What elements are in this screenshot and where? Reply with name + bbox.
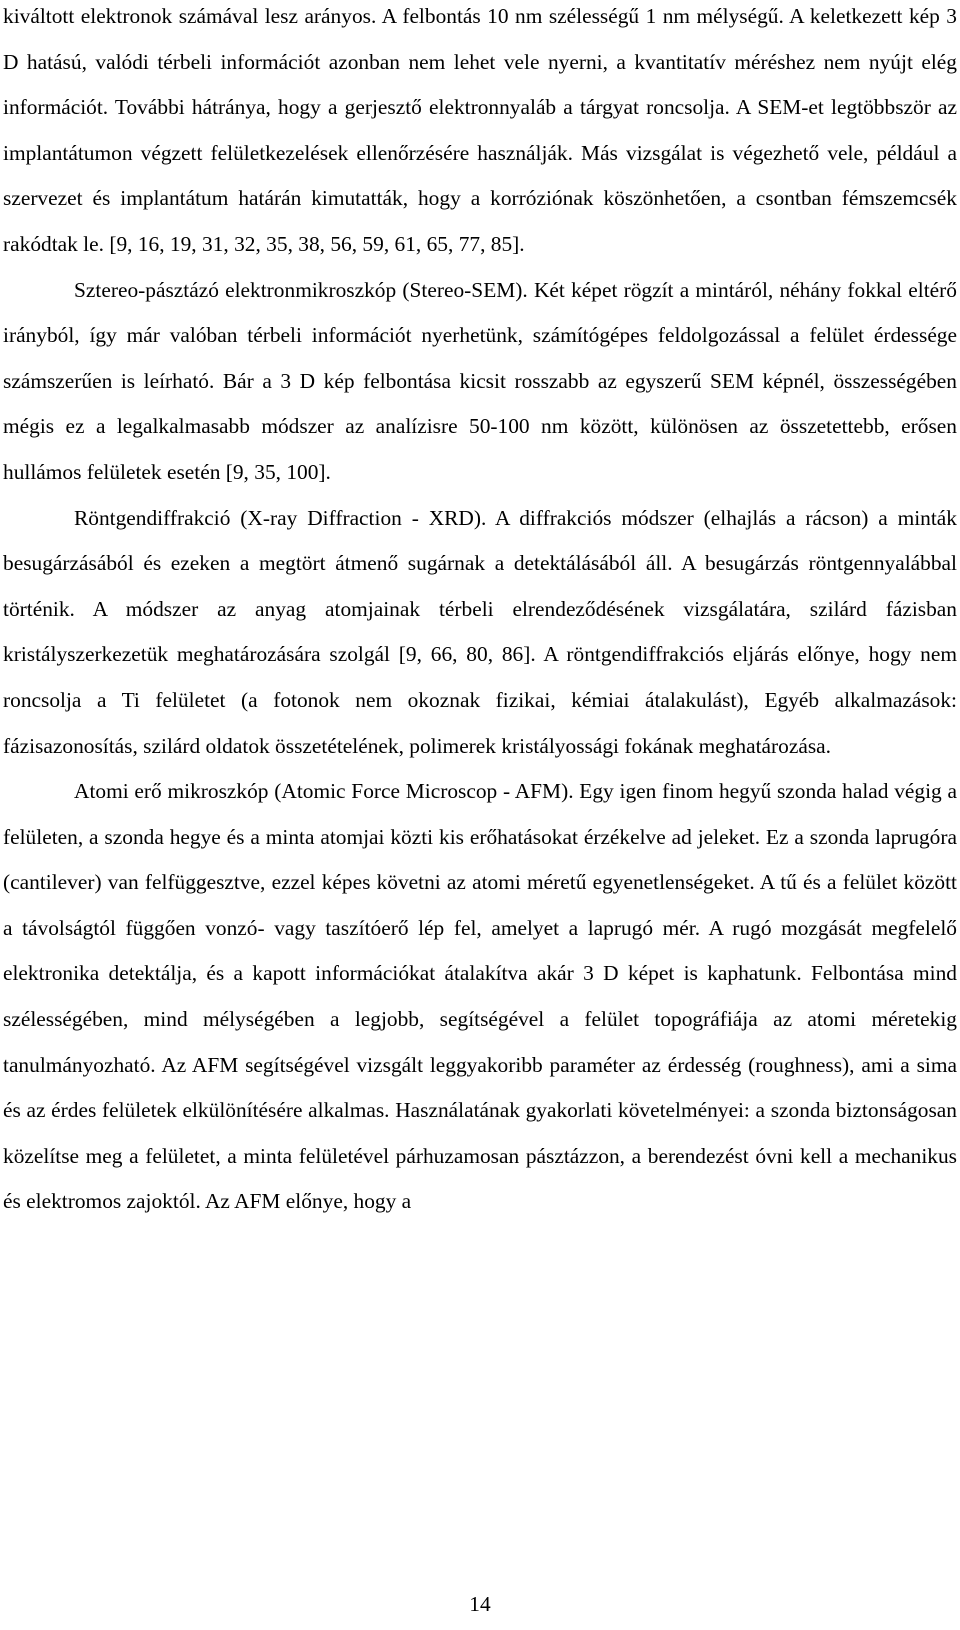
paragraph-xrd: Röntgendiffrakció (X-ray Diffraction - XRD). A diffrakciós módszer (elhajlás a rácson) a minták besugárzásából és ezeken a megtört átmenő sugárnak a detektálásából áll. A besugárzás röntgennyalábbal történik. A módszer az anyag atomjainak térbeli elrendeződésének vizsgálatára, szilárd fázisban kristályszerkezetük meghatározására szolgál [9, 66, 80, 86]. A röntgendiffrakciós eljárás előnye, hogy nem roncsolja a Ti felületet (a fotonok nem okoznak fizikai, kémiai átalakulást), Egyéb alkalmazások: fázisazonosítás, szilárd oldatok összetételének, polimerek kristályossági fokának meghatározása.	[3, 505, 957, 758]
page-number: 14	[469, 1592, 491, 1616]
paragraph-afm: Atomi erő mikroszkóp (Atomic Force Microscop - AFM). Egy igen finom hegyű szonda halad végig a felületen, a szonda hegye és a minta atomjai közti kis erőhatásokat érzékelve ad jeleket. Ez a szonda laprugóra (cantilever) van felfüggesztve, ezzel képes követni az atomi méretű egyenetlenségeket. A tű és a felület között a távolságtól függően vonzó- vagy taszítóerő lép fel, amelyet a laprugó mér. A rugó mozgását megfelelő elektronika detektálja, és a kapott információkat átalakítva akár 3 D képet is kaphatunk. Felbontása mind szélességében, mind mélységében a legjobb, segítségével a felület topográfiája az atomi méretekig tanulmányozható. Az AFM segítségével vizsgált leggyakoribb paraméter az érdesség (roughness), ami a sima és az érdes felületek elkülönítésére alkalmas. Használatának gyakorlati követelményei: a szonda biztonságosan közelítse meg a felületet, a minta felületével párhuzamosan pásztázzon, a berendezést óvni kell a mechanikus és elektromos zajoktól. Az AFM előnye, hogy a	[3, 779, 957, 1214]
paragraph-stereo-sem: Sztereo-pásztázó elektronmikroszkóp (Stereo-SEM). Két képet rögzít a mintáról, néhány fokkal eltérő irányból, így már valóban térbeli információt nyerhetünk, számítógépes feldolgozással a felület érdessége számszerűen is leírható. Bár a 3 D kép felbontása kicsit rosszabb az egyszerű SEM képnél, összességében mégis ez a legalkalmasabb módszer az analízisre 50-100 nm között, különösen az összetettebb, erősen hullámos felületek esetén [9, 35, 100].	[3, 277, 957, 484]
paragraph-sem-continuation: kiváltott elektronok számával lesz arányos. A felbontás 10 nm szélességű 1 nm mélységű. A keletkezett kép 3 D hatású, valódi térbeli információt azonban nem lehet vele nyerni, a kvantitatív méréshez nem nyújt elég információt. További hátránya, hogy a gerjesztő elektronnyaláb a tárgyat roncsolja. A SEM-et legtöbbször az implantátumon végzett felületkezelések ellenőrzésére használják. Más vizsgálat is végezhető vele, például a szervezet és implantátum határán kimutatták, hogy a korróziónak köszönhetően, a csontban fémszemcsék rakódtak le. [9, 16, 19, 31, 32, 35, 38, 56, 59, 61, 65, 77, 85].	[3, 4, 957, 256]
body-text	[3, 0, 957, 1225]
